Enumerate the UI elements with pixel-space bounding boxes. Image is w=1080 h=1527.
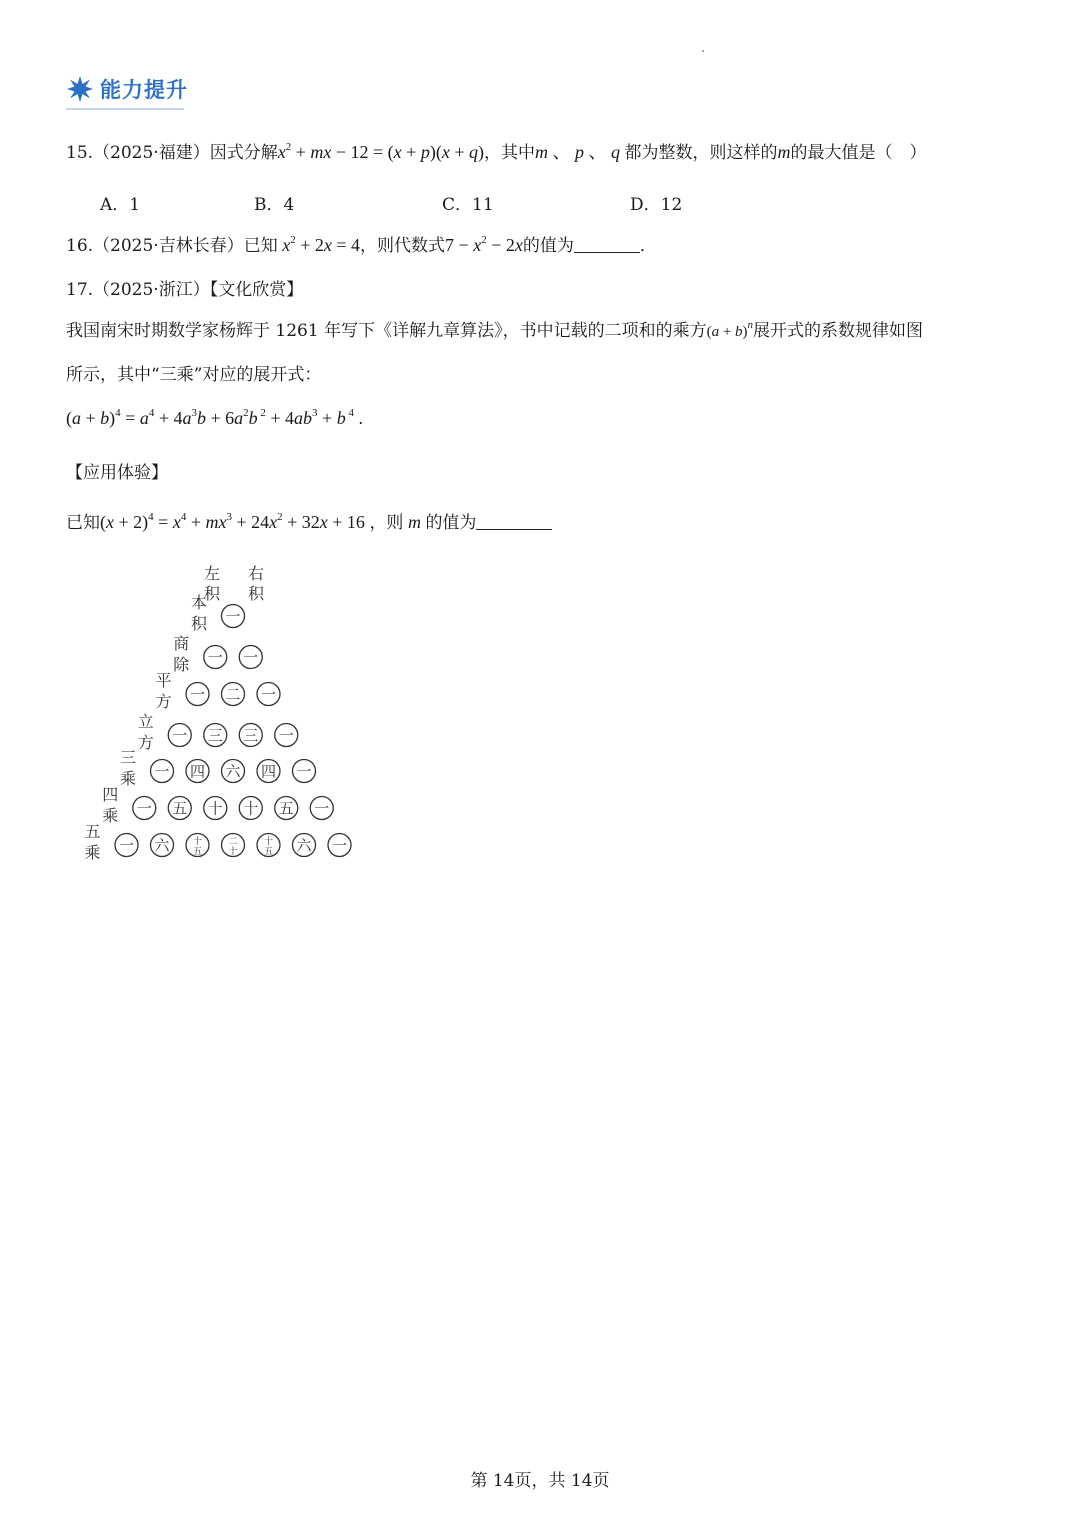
q15-option-c[interactable] bbox=[442, 190, 494, 215]
triangle-coefficient-value: 五 bbox=[278, 799, 294, 818]
triangle-row-label-char: 五 bbox=[84, 822, 101, 841]
option-value: 4 bbox=[283, 195, 295, 215]
triangle-coefficient-value: 五 bbox=[192, 847, 203, 857]
option-value: 12 bbox=[660, 195, 683, 215]
triangle-top-label-char: 积 bbox=[203, 584, 221, 603]
q15-equation: $x^2$ + mx − 12 = (x + p)(x + q) bbox=[277, 141, 484, 162]
q15-var-m: m bbox=[777, 142, 791, 162]
q16-given-equation: $x^2 + 2x = 4$ bbox=[282, 234, 361, 255]
yang-hui-triangle bbox=[84, 555, 390, 885]
triangle-coefficient-value: 五 bbox=[263, 847, 274, 857]
triangle-top-label-char: 积 bbox=[247, 584, 265, 603]
triangle-coefficient-value: 十 bbox=[192, 837, 203, 847]
q17-var-m: m bbox=[407, 512, 421, 532]
triangle-coefficient-value: 一 bbox=[296, 762, 312, 781]
option-letter: B． bbox=[254, 195, 284, 215]
triangle-coefficient-value: 五 bbox=[172, 799, 188, 818]
triangle-top-label-char: 右 bbox=[247, 564, 265, 583]
q17-tag: 【文化欣赏】 bbox=[209, 280, 304, 300]
q15-source: （2025·福建） bbox=[93, 143, 210, 163]
triangle-coefficient-value: 二 bbox=[228, 837, 238, 847]
q15-number: 15. bbox=[66, 143, 94, 163]
triangle-coefficient-value: 六 bbox=[225, 762, 241, 781]
q16-expression: $7 - x^2 - 2x$ bbox=[445, 234, 523, 255]
triangle-coefficient-value: 一 bbox=[243, 648, 259, 667]
question-15 bbox=[66, 138, 926, 164]
triangle-row-label-char: 乘 bbox=[84, 843, 101, 862]
triangle-coefficient-value: 三 bbox=[207, 726, 223, 745]
q17-given-equation: $(x + 2)^4 = x^4 + mx^3 + 24x^2 + 32x + 16$ bbox=[100, 511, 370, 532]
triangle-coefficient-value: 一 bbox=[136, 799, 152, 818]
speck bbox=[702, 50, 704, 52]
q15-option-a[interactable] bbox=[100, 190, 140, 215]
q15-stem-d: 的最大值是（ ） bbox=[790, 143, 927, 163]
triangle-top-label-char: 左 bbox=[203, 564, 221, 583]
triangle-row-label-char: 三 bbox=[119, 748, 137, 767]
option-value: 11 bbox=[472, 195, 494, 215]
q17-para1-b: 展开式的系数规律如图 bbox=[753, 321, 924, 341]
q17-paragraph-line2: 所示，其中“三乘”对应的展开式： bbox=[66, 365, 322, 385]
triangle-row-label-char: 四 bbox=[102, 785, 119, 804]
triangle-coefficient-value: 六 bbox=[154, 836, 170, 855]
triangle-row-label-char: 立 bbox=[137, 712, 154, 731]
q17-number: 17. bbox=[66, 280, 94, 300]
q16-source: （2025·吉林长春） bbox=[93, 236, 244, 256]
triangle-row-label-char: 本 bbox=[190, 593, 208, 612]
q17-para1-a: 我国南宋时期数学家杨辉于 1261 年写下《详解九章算法》，书中记载的二项和的乘方 bbox=[66, 321, 707, 341]
triangle-row-label-char: 商 bbox=[173, 634, 190, 653]
triangle-coefficient-value: 一 bbox=[278, 726, 294, 745]
q16-stem-b: ，则代数式 bbox=[360, 236, 446, 256]
q16-number: 16. bbox=[66, 236, 94, 256]
triangle-row-label-char: 乘 bbox=[102, 806, 119, 825]
q16-stem-a: 已知 bbox=[243, 236, 278, 256]
q15-vars: m 、 p 、 q bbox=[534, 142, 620, 162]
triangle-coefficient-value: 十 bbox=[207, 799, 223, 818]
triangle-coefficient-value: 二 bbox=[225, 685, 241, 704]
triangle-coefficient-value: 一 bbox=[154, 762, 170, 781]
q15-stem-a: 因式分解 bbox=[209, 143, 278, 163]
q16-answer-blank[interactable] bbox=[574, 236, 640, 253]
q17-tag2: 【应用体验】 bbox=[66, 463, 168, 483]
triangle-coefficient-value: 一 bbox=[314, 799, 330, 818]
q17-binomial: $(a + b)^n$ bbox=[706, 319, 754, 340]
q17-given-line bbox=[66, 508, 552, 533]
triangle-row-label-char: 乘 bbox=[119, 769, 137, 788]
triangle-coefficient-value: 三 bbox=[243, 726, 259, 745]
q15-option-b[interactable] bbox=[254, 190, 294, 215]
option-value: 1 bbox=[129, 195, 141, 215]
question-16: 16.（2025·吉林长春）已知 $x^2 + 2x = 4$，则代数式$7 - x^2 - 2x$的值为 ． bbox=[66, 234, 657, 256]
q17-given-c: 的值为 bbox=[425, 513, 477, 533]
triangle-coefficient-value: 一 bbox=[172, 726, 188, 745]
q17-given-a: 已知 bbox=[66, 513, 100, 533]
section-header bbox=[66, 74, 188, 104]
section-title: 能力提升 bbox=[100, 78, 188, 102]
q16-stem-c: 的值为 bbox=[522, 236, 574, 256]
triangle-coefficient-value: 四 bbox=[260, 762, 277, 781]
q17-expansion-formula: $(a + b)^4 = a^4 + 4a^3b + 6a^2b$ $^2 + 4ab^3 + b$ $^4$ . bbox=[66, 407, 363, 428]
q15-stem-c: 都为整数，则这样的 bbox=[624, 143, 778, 163]
question-17 bbox=[66, 275, 303, 300]
q17-given-b: ，则 bbox=[369, 513, 404, 533]
triangle-coefficient-value: 十 bbox=[228, 847, 238, 857]
triangle-coefficient-value: 一 bbox=[118, 836, 135, 855]
burst-star-icon bbox=[66, 75, 94, 103]
q17-paragraph-line1 bbox=[66, 316, 923, 341]
triangle-coefficient-value: 一 bbox=[260, 685, 277, 704]
page-footer: 第 14页，共 14页 bbox=[470, 1471, 610, 1491]
q15-stem-b: ，其中 bbox=[483, 143, 535, 163]
triangle-row-label-char: 除 bbox=[173, 655, 190, 674]
triangle-row-label-char: 方 bbox=[155, 692, 172, 711]
triangle-row-label-char: 积 bbox=[190, 614, 208, 633]
triangle-row-label-char: 方 bbox=[137, 733, 154, 752]
option-letter: D． bbox=[630, 195, 661, 215]
option-letter: C． bbox=[442, 195, 473, 215]
triangle-row-label-char: 平 bbox=[155, 671, 172, 690]
q17-source: （2025·浙江） bbox=[93, 280, 210, 300]
triangle-coefficient-value: 一 bbox=[207, 648, 223, 667]
triangle-coefficient-value: 六 bbox=[296, 836, 312, 855]
section-underline bbox=[66, 108, 184, 110]
triangle-coefficient-value: 十 bbox=[263, 837, 274, 847]
triangle-coefficient-value: 四 bbox=[189, 762, 206, 781]
triangle-coefficient-value: 一 bbox=[189, 685, 206, 704]
triangle-coefficient-value: 一 bbox=[225, 607, 241, 626]
q15-option-d[interactable] bbox=[630, 190, 682, 215]
triangle-coefficient-value: 十 bbox=[243, 799, 259, 818]
option-letter: A． bbox=[100, 195, 130, 215]
q17-answer-blank[interactable] bbox=[476, 513, 552, 530]
triangle-coefficient-value: 一 bbox=[331, 836, 348, 855]
